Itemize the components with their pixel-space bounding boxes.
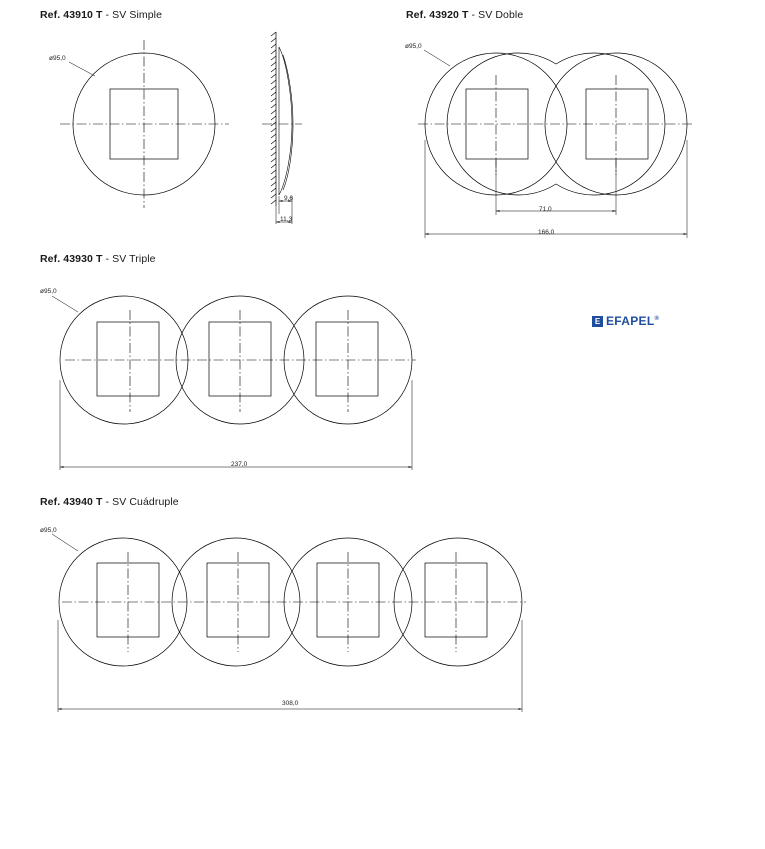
figure-title-43920 xyxy=(406,9,523,21)
figure-ref-43940: Ref. 43940 T xyxy=(40,496,103,508)
figure-drawing-43940 xyxy=(52,534,526,712)
dim-label-43920-total-width: 166,0 xyxy=(538,229,555,236)
diameter-label-43920: ø95,0 xyxy=(405,43,422,50)
figure-title-43930 xyxy=(40,253,156,265)
figure-drawing-43910 xyxy=(60,32,302,224)
dim-label-43930-total-width: 237,0 xyxy=(231,461,248,468)
figure-ref-43930: Ref. 43930 T xyxy=(40,253,103,265)
dim-label-43920-spacing: 71,0 xyxy=(539,206,552,213)
figure-sep-43920: - xyxy=(468,9,479,21)
efapel-logo-text xyxy=(606,314,659,328)
figure-title-43910 xyxy=(40,9,162,21)
figure-name-43940: SV Cuádruple xyxy=(112,496,179,508)
figure-ref-43910: Ref. 43910 T xyxy=(40,9,103,21)
efapel-logo-mark: E xyxy=(592,316,603,327)
diameter-label-43910: ø95,0 xyxy=(49,55,66,62)
efapel-logo-name: EFAPEL xyxy=(606,314,655,328)
figure-name-43920: SV Doble xyxy=(478,9,524,21)
figure-drawing-43920 xyxy=(418,50,694,238)
figure-sep-43930: - xyxy=(102,253,113,265)
dim-label-43910-thickness-1: 9,6 xyxy=(284,195,294,202)
dim-label-43940-total-width: 308,0 xyxy=(282,700,299,707)
dim-label-43910-thickness-2: 11,3 xyxy=(280,216,293,223)
figure-drawing-43930 xyxy=(52,296,416,470)
efapel-logo xyxy=(592,314,659,328)
efapel-trademark: ® xyxy=(654,316,660,322)
diameter-label-43940: ø95,0 xyxy=(40,527,57,534)
figure-name-43930: SV Triple xyxy=(112,253,156,265)
figure-ref-43920: Ref. 43920 T xyxy=(406,9,469,21)
diameter-label-43930: ø95,0 xyxy=(40,288,57,295)
figure-title-43940 xyxy=(40,496,179,508)
figure-sep-43910: - xyxy=(102,9,113,21)
figure-sep-43940: - xyxy=(102,496,113,508)
figure-name-43910: SV Simple xyxy=(112,9,163,21)
